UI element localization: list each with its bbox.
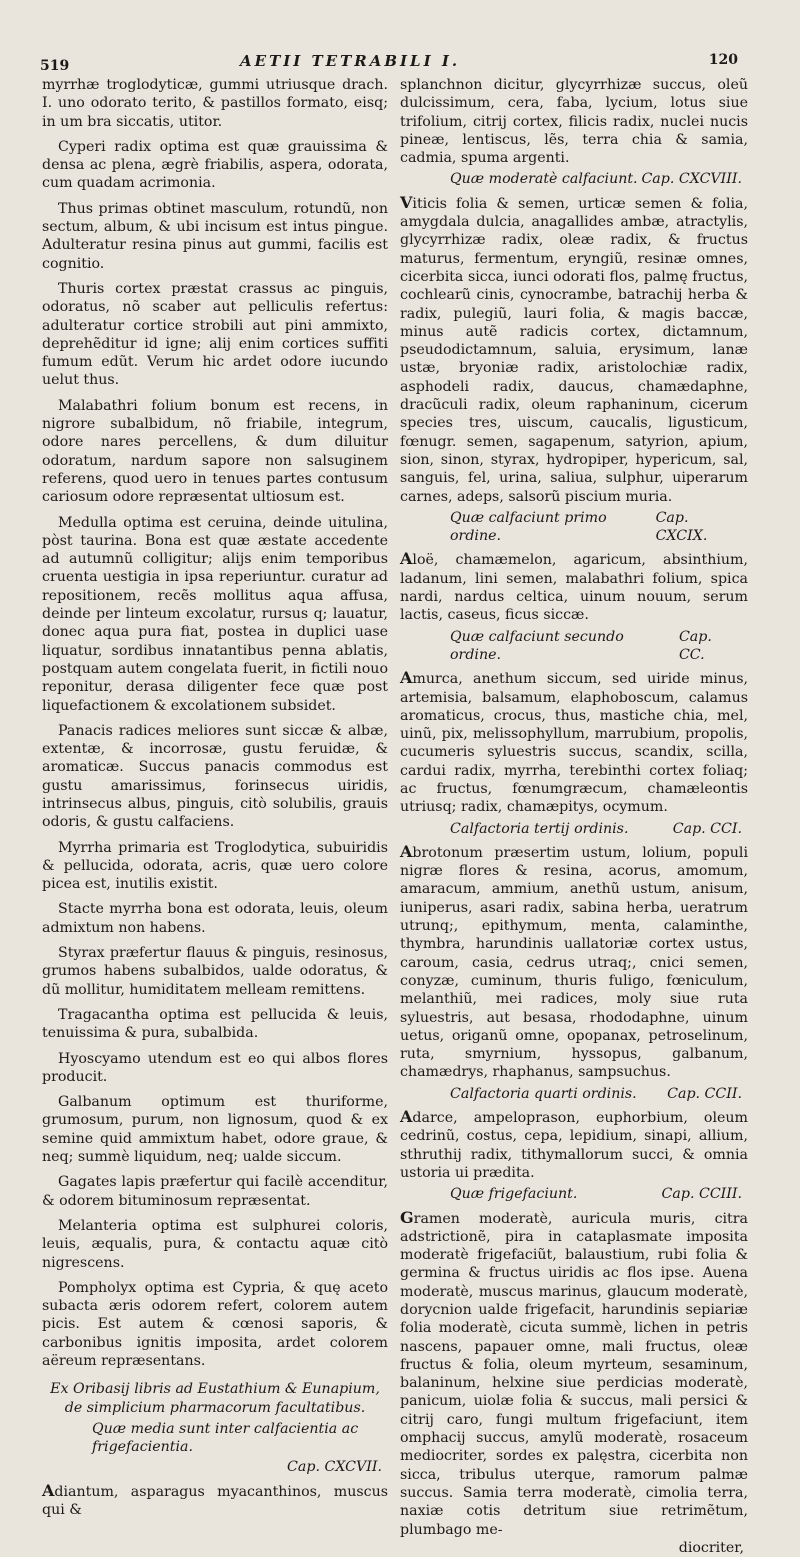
- paragraph: Gramen moderatè, auricula muris, citra adstrictionẽ, pira in cataplasmate imposita moderatè frigefaciũt, balaustium, rubi folia & germina & fructus uiridis ac flos ipse. Auena moderatè, muscus marinus, glaucum moderatè, dorycnion ualde frigefacit, harundinis sepiariæ folia moderatè, cicuta summè, lichen in petris nascens, papauer omne, mali fructus, oleæ fructus & folia, oleum myrteum, sesaminum, balaninum, helxine siue perdicias moderatè, panicum, uiolæ folia & succus, mali persici & citrij caro, fungi multum frigefaciunt, item omphacij succus, amylũ moderatè, rosaceum mediocriter, sordes ex palęstra, cicerbita non sicca, tribulus uterque, ramorum palmæ succus. Samia terra moderatè, cimolia terra, naxiæ cotis detritum siue retrimẽtum, plumbago me-: [400, 1207, 748, 1538]
- chapter-title: Quæ frigefaciunt.: [450, 1186, 578, 1203]
- chapter-number: Cap. CXCVIII.: [641, 171, 742, 188]
- paragraph: Cyperi radix optima est quæ grauissima & densa ac plena, ægrè friabilis, aspera, odorata, cum quadam acrimonia.: [42, 138, 388, 192]
- paragraph: Galbanum optimum est thuriforme, grumosum, purum, non lignosum, quod & ex semine quid ammixtum habet, odore graue, & neq; summè liquidum, neq; ualde siccum.: [42, 1094, 388, 1166]
- chapter-title: Quæ moderatè calfaciunt.: [450, 171, 638, 188]
- paragraph: Melanteria optima est sulphurei coloris, leuis, æqualis, pura, & contactu aquæ citò nigrescens.: [42, 1217, 388, 1271]
- paragraph: Thuris cortex præstat crassus ac pinguis, odoratus, nõ scaber aut pelliculis refertus: adulteratur cortice strobili aut pini ammixto, deprehẽditur id igne; alij enim cortices suffiti fumum edũt. Verum hic ardet odore iucundo uelut thus.: [42, 280, 388, 389]
- paragraph: Aloë, chamæmelon, agaricum, absinthium, ladanum, lini semen, malabathri folium, spica nardi, nardus celtica, uinum nouum, serum lactis, caseus, ficus siccæ.: [400, 549, 748, 624]
- chapter-heading: [42, 1420, 388, 1457]
- chapter-heading: [400, 1185, 748, 1203]
- paragraph: Adarce, ampeloprason, euphorbium, oleum cedrinũ, costus, cepa, lepidium, sinapi, allium, sthruthij radix, tithymallorum succi, & omnia ustoria ui prædita.: [400, 1107, 748, 1181]
- chapter-number: Cap. CCII.: [667, 1085, 742, 1102]
- chapter-number: Cap. CCI.: [672, 820, 742, 837]
- paragraph: Hyoscyamo utendum est eo qui albos flores producit.: [42, 1050, 388, 1085]
- chapter-number-row: [42, 1458, 388, 1476]
- chapter-title: Quæ media sunt inter calfacientia ac frigefacientia.: [92, 1420, 359, 1456]
- paragraph: Thus primas obtinet masculum, rotundũ, non sectum, album, & ubi incisum est intus pingue. Adulteratur resina pinus aut gummi, facilis est cognitio.: [42, 200, 388, 272]
- chapter-heading: [400, 509, 748, 546]
- catchword: diocriter,: [678, 1539, 744, 1556]
- chapter-title: Calfactoria quarti ordinis.: [450, 1085, 637, 1102]
- paragraph: Panacis radices meliores sunt siccæ & albæ, extentæ, & incorrosæ, gustu feruidæ, & aromaticæ. Succus panacis commodus est gustu amarissimus, forinsecus uiridis, intrinsecus albus, pinguis, citò solubilis, grauis odoris, & gustu calfaciens.: [42, 722, 388, 831]
- running-title: AETII TETRABILI I.: [240, 52, 461, 70]
- chapter-title: Quæ calfaciunt primo ordine.: [450, 509, 607, 545]
- source-heading: Ex Oribasij libris ad Eustathium & Eunapium, de simplicium pharmacorum facultatibus.: [50, 1381, 380, 1416]
- paragraph: Tragacantha optima est pellucida & leuis, tenuissima & pura, subalbida.: [42, 1006, 388, 1042]
- paragraph: Medulla optima est ceruina, deinde uitulina, pòst taurina. Bona est quæ æstate accedente ad autumnũ colligitur; alijs enim temporibus cruenta uestigia in ipsa reperiuntur. curatur ad repositionem, recẽs mollitus aqua affusa, deinde per linteum excolatur, rursus q; lauatur, donec aqua pura fiat, postea in duplici uase liquatur, sordibus innatantibus penna ablatis, postquam autem congelata fuerit, in fictili nouo reponitur, derasa diligenter fece quæ post liquefactionem & excolationem subsidet.: [42, 514, 388, 714]
- chapter-number: Cap. CXCVII.: [287, 1459, 382, 1476]
- page-number-right: 120: [708, 52, 738, 68]
- paragraph: splanchnon dicitur, glycyrrhizæ succus, oleũ dulcissimum, cera, faba, lycium, lotus siue trifolium, citrij cortex, filicis radix, nuclei nucis pineæ, lentiscus, lẽs, terra chia & samia, cadmia, spuma argenti.: [400, 77, 748, 167]
- paragraph: Styrax præfertur flauus & pinguis, resinosus, grumos habens subalbidos, ualde odoratus, & dũ mollitur, humiditatem melleam remittens.: [42, 945, 388, 998]
- paragraph: Stacte myrrha bona est odorata, leuis, oleum admixtum non habens.: [42, 901, 388, 936]
- left-column: [42, 76, 388, 1519]
- chapter-heading: [400, 1085, 748, 1103]
- chapter-title: Calfactoria tertij ordinis.: [450, 820, 629, 837]
- chapter-number: Cap. CC.: [678, 628, 712, 663]
- running-header: [0, 48, 800, 78]
- paragraph: myrrhæ troglodyticæ, gummi utriusque drach. I. uno odorato terito, & pastillos formato, eisq; in um bra siccatis, utitor.: [42, 77, 388, 130]
- paragraph: Myrrha primaria est Troglodytica, subuiridis & pellucida, odorata, acris, quæ uero colore picea est, inutilis existit.: [42, 839, 388, 893]
- paragraph: Adiantum, asparagus myacanthinos, muscus qui &: [42, 1480, 388, 1519]
- chapter-heading: [400, 170, 748, 188]
- page-number-left: 519: [40, 58, 70, 74]
- paragraph: Gagates lapis præfertur qui facilè accenditur, & odorem bituminosum repræsentat.: [42, 1174, 388, 1209]
- chapter-heading: [400, 820, 748, 838]
- paragraph: Abrotonum præsertim ustum, lolium, populi nigræ flores & resina, acorus, amomum, amaracum, ammium, anethũ ustum, anisum, iuniperus, asari radix, sabina herba, ueratrum utrunq;, epithymum, menta, calaminthe, thymbra, harundinis uallatoriæ cortex ustus, caroum, casia, cedrus utraq;, cnici semen, conyzæ, cuminum, thuris fuligo, fœniculum, melanthiũ, mei radices, moly siue ruta syluestris, aut besasa, rhododaphne, uinum uetus, origanũ omne, opopanax, petroselinum, ruta, smyrnium, hyssopus, galbanum, chamædrys, rhaphanus, sampsuchus.: [400, 841, 748, 1081]
- chapter-title: Quæ calfaciunt secundo ordine.: [450, 628, 624, 663]
- chapter-number: Cap. CXCIX.: [655, 509, 708, 545]
- chapter-heading: [400, 628, 748, 665]
- chapter-number: Cap. CCIII.: [661, 1186, 742, 1203]
- paragraph: Pompholyx optima est Cypria, & quę aceto subacta æris odorem refert, colorem autem picis. Est autem & cœnosi saporis, & carbonibus ignitis imposita, ardet colorem aëreum repræsentans.: [42, 1279, 388, 1369]
- paragraph: Viticis folia & semen, urticæ semen & folia, amygdala dulcia, anagallides ambæ, atractylis, glycyrrhizæ radix, oleæ radix, & fructus maturus, fermentum, eryngiũ, resinæ omnes, cicerbita sicca, iunci odorati flos, palmę fructus, cochlearũ cinis, cynocrambe, batrachij herba & radix, pulegiũ, lauri folia, & magis baccæ, minus autẽ radicis cortex, dictamnum, pseudodictamnum, saluia, erysimum, lanæ ustæ, bryoniæ radix, aristolochiæ radix, asphodeli radix, daucus, chamædaphne, dracũculi radix, oleum raphaninum, cicerum species tres, uiscum, caucalis, ligusticum, fœnugr. semen, sagapenum, satyrion, apium, sion, sinon, styrax, hydropiper, hypericum, sal, sanguis, fel, urina, saliua, sulphur, uiperarum carnes, adeps, salsorũ piscium muria.: [400, 192, 748, 505]
- paragraph: Malabathri folium bonum est recens, in nigrore subalbidum, nõ friabile, integrum, odore nares percellens, & dum diluitur odoratum, nardum sapore non salsuginem referens, quod uero in tenues partes contusum cariosum odore repræsentat ultiosum est.: [42, 397, 388, 506]
- paragraph: Amurca, anethum siccum, sed uiride minus, artemisia, balsamum, elaphoboscum, calamus aromaticus, crocus, thus, mastiche chia, mel, uinũ, pix, melissophyllum, marrubium, propolis, cucumeris syluestris succus, scandix, scilla, cardui radix, myrrha, terebinthi cortex foliaq; ac fructus, fœnumgræcum, chamæleontis utriusq; radix, chamæpitys, ocymum.: [400, 668, 748, 816]
- right-column: [400, 76, 748, 1557]
